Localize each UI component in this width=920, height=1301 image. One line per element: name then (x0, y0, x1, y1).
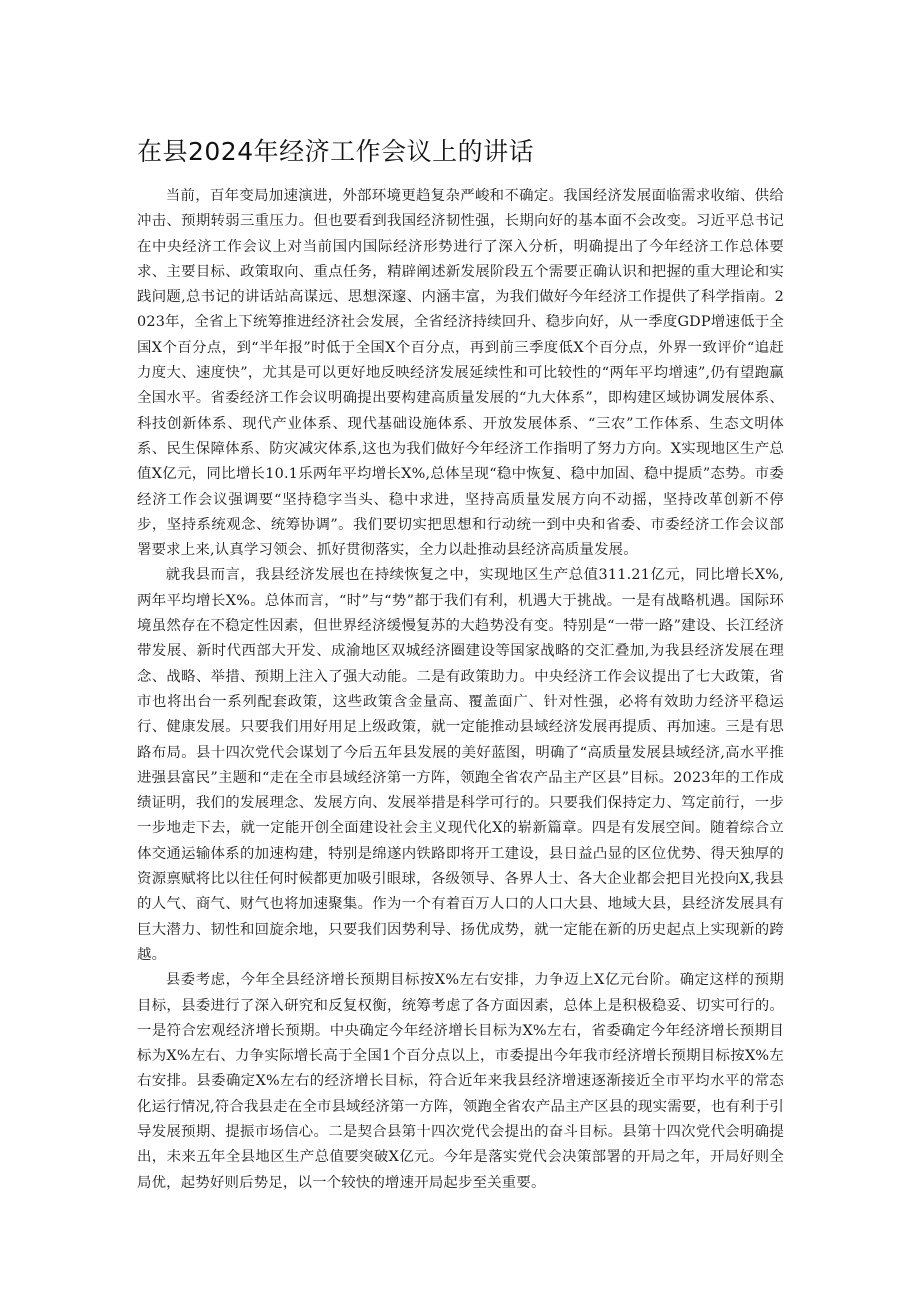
paragraph-county-situation: 就我县而言，我县经济发展也在持续恢复之中，实现地区生产总值311.21亿元，同比增长X%,两年平均增长X%。总体而言，“时”与“势”都于我们有利，机遇大于挑战。一是有战略机遇。国际环境虽然存在不稳定性因素，但世界经济缓慢复苏的大趋势没有变。特别是“一带一路”建设、长江经济带发展、新时代西部大开发、成渝地区双城经济圈建设等国家战略的交汇叠加,为我县经济发展在理念、战略、举措、预期上注入了强大动能。二是有政策助力。中央经济工作会议提出了七大政策，省市也将出台一系列配套政策，这些政策含金量高、覆盖面广、针对性强，必将有效助力经济平稳运行、健康发展。只要我们用好用足上级政策，就一定能推动县域经济发展再提质、再加速。三是有思路布局。县十四次党代会谋划了今后五年县发展的美好蓝图，明确了“高质量发展县域经济,高水平推进强县富民”主题和“走在全市县域经济第一方阵，领跑全省农产品主产区县”目标。2023年的工作成绩证明，我们的发展理念、发展方向、发展举措是科学可行的。只要我们保持定力、笃定前行，一步一步地走下去，就一定能开创全面建设社会主义现代化X的崭新篇章。四是有发展空间。随着综合立体交通运输体系的加速构建，特别是绵遂内铁路即将开工建设，县日益凸显的区位优势、得天独厚的资源禀赋将比以往任何时候都更加吸引眼球，各级领导、各界人士、各大企业都会把目光投向X,我县的人气、商气、财气也将加速聚集。作为一个有着百万人口的人口大县、地域大县，县经济发展具有巨大潜力、韧性和回旋余地，只要我们因势利导、扬优成势，就一定能在新的历史起点上实现新的跨越。 (137, 567, 784, 963)
document-title: 在县2024年经济工作会议上的讲话 (137, 137, 535, 166)
document-page (137, 134, 784, 1196)
paragraph-growth-target: 县委考虑，今年全县经济增长预期目标按X%左右安排，力争迈上X亿元台阶。确定这样的预期目标，县委进行了深入研究和反复权衡，统筹考虑了各方面因素，总体上是积极稳妥、切实可行的。一是符合宏观经济增长预期。中央确定今年经济增长目标为X%左右，省委确定今年经济增长预期目标为X%左右、力争实际增长高于全国1个百分点以上，市委提出今年我市经济增长预期目标按X%左右安排。县委确定X%左右的经济增长目标，符合近年来我县经济增速逐渐接近全市平均水平的常态化运行情况,符合我县走在全市县域经济第一方阵，领跑全省农产品主产区县的现实需要，也有利于引导发展预期、提振市场信心。二是契合县第十四次党代会提出的奋斗目标。县第十四次党代会明确提出，未来五年全县地区生产总值要突破X亿元。今年是落实党代会决策部署的开局之年，开局好则全局优，起势好则后势足，以一个较快的增速开局起步至关重要。 (137, 972, 784, 1191)
paragraph-intro: 当前，百年变局加速演进，外部环境更趋复杂严峻和不确定。我国经济发展面临需求收缩、供给冲击、预期转弱三重压力。但也要看到我国经济韧性强，长期向好的基本面不会改变。习近平总书记在中央经济工作会议上对当前国内国际经济形势进行了深入分析，明确提出了今年经济工作总体要求、主要目标、政策取向、重点任务，精辟阐述新发展阶段五个需要正确认识和把握的重大理论和实践问题,总书记的讲话站高谋远、思想深邃、内涵丰富，为我们做好今年经济工作提供了科学指南。2023年，全省上下统筹推进经济社会发展，全省经济持续回升、稳步向好，从一季度GDP增速低于全国X个百分点，到“半年报”时低于全国X个百分点，再到前三季度低X个百分点，外界一致评价“追赶力度大、速度快”，尤其是可以更好地反映经济发展延续性和可比较性的“两年平均增速”,仍有望跑赢全国水平。省委经济工作会议明确提出要构建高质量发展的“九大体系”，即构建区域协调发展体系、科技创新体系、现代产业体系、现代基础设施体系、开放发展体系、“三农”工作体系、生态文明体系、民生保障体系、防灾减灾体系,这也为我们做好今年经济工作指明了努力方向。X实现地区生产总值X亿元，同比增长10.1乐两年平均增长X%,总体呈现“稳中恢复、稳中加固、稳中提质”态势。市委经济工作会议强调要“坚持稳字当头、稳中求进，坚持高质量发展方向不动摇，坚持改革创新不停步，坚持系统观念、统筹协调”。我们要切实把思想和行动统一到中央和省委、市委经济工作会议部署要求上来,认真学习领会、抓好贯彻落实，全力以赴推动县经济高质量发展。 (137, 188, 784, 559)
